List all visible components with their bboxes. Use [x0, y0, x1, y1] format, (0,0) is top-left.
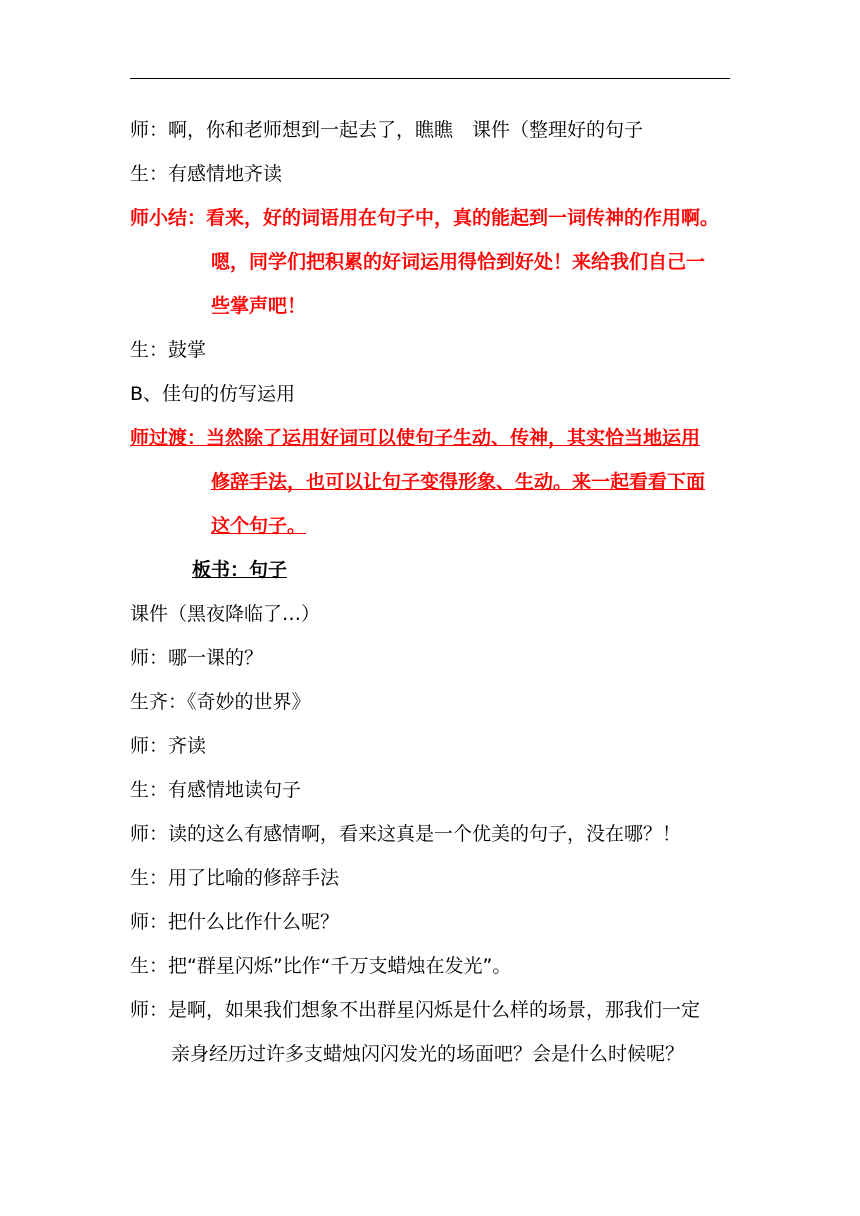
dialogue-line: 师：哪一课的？ — [130, 647, 264, 669]
dialogue-line: 师：把什么比作什么呢？ — [130, 911, 340, 933]
dialogue-line: 生：有感情地读句子 — [130, 779, 302, 801]
dialogue-line: 生：把“群星闪烁”比作“千万支蜡烛在发光”。 — [130, 955, 512, 977]
transition-line: 这个句子。 — [211, 515, 307, 537]
dialogue-line: 课件（黑夜降临了…） — [130, 603, 321, 625]
teacher-transition — [130, 416, 740, 548]
teacher-summary — [130, 196, 740, 328]
teacher-question — [130, 988, 740, 1076]
transition-line: 师过渡：当然除了运用好词可以使句子生动、传神，其实恰当地运用 — [130, 427, 701, 449]
summary-line: 嗯，同学们把积累的好词运用得恰到好处！来给我们自己一 — [211, 251, 706, 273]
section-heading: B、佳句的仿写运用 — [130, 383, 296, 405]
dialogue-line: 生：鼓掌 — [130, 339, 207, 361]
question-line: 师：是啊，如果我们想象不出群星闪烁是什么样的场景，那我们一定 — [130, 999, 701, 1021]
transition-line: 修辞手法，也可以让句子变得形象、生动。来一起看看下面 — [211, 471, 706, 493]
dialogue-line: 师：齐读 — [130, 735, 207, 757]
dialogue-line: 师：读的这么有感情啊，看来这真是一个优美的句子，没在哪？！ — [130, 823, 682, 845]
dialogue-line: 师：啊，你和老师想到一起去了，瞧瞧 课件（整理好的句子 — [130, 119, 644, 141]
board-note: 板书：句子 — [192, 559, 288, 581]
header-rule — [130, 78, 730, 79]
summary-line: 些掌声吧！ — [211, 295, 307, 317]
dialogue-line: 生齐：《奇妙的世界》 — [130, 691, 311, 713]
dialogue-line: 生：用了比喻的修辞手法 — [130, 867, 340, 889]
summary-line: 师小结：看来，好的词语用在句子中，真的能起到一词传神的作用啊。 — [130, 207, 720, 229]
document-body — [130, 108, 740, 1076]
question-line: 亲身经历过许多支蜡烛闪闪发光的场面吧？会是什么时候呢？ — [171, 1043, 685, 1065]
dialogue-line: 生：有感情地齐读 — [130, 163, 283, 185]
